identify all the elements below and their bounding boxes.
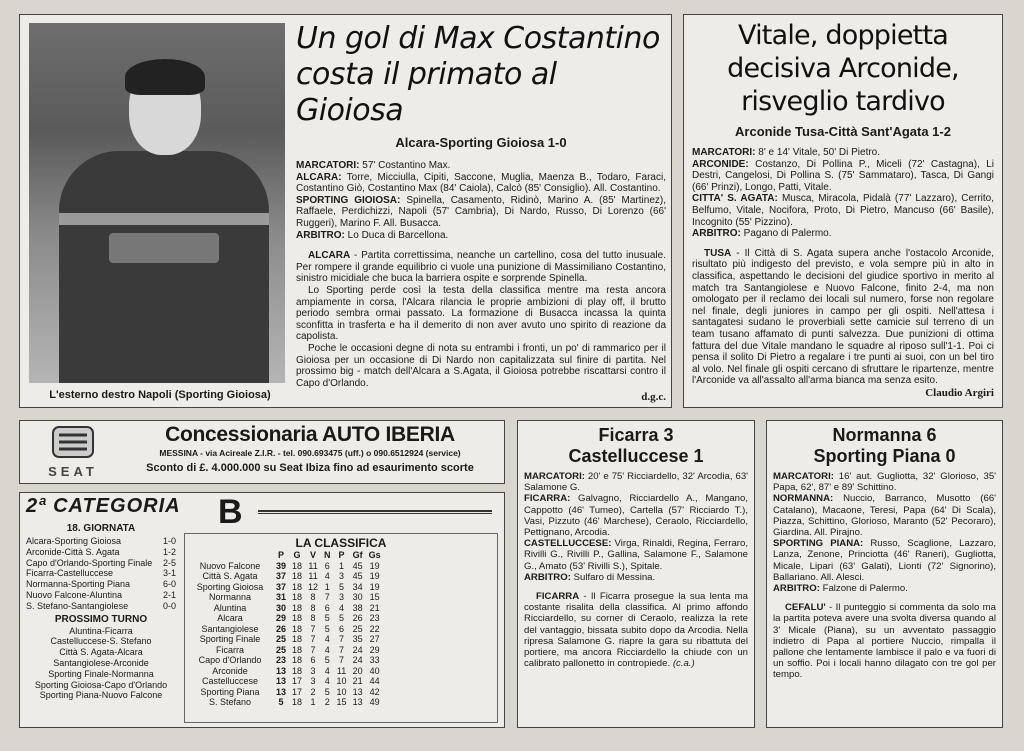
table-cell: 30 xyxy=(352,592,363,602)
lineups: MARCATORI: 8' e 14' Vitale, 50' Di Pietro. ARCONIDE: Costanzo, Di Pollina P., Miceli (72' Castagna), Li Destri, Cangelosi, Di Pollina S. (75' Sammataro), Tasca, Di Gangi (66' Prinzi), Longo, Patti, Vitale. CITTA' S. AGATA: Musca, Miracola, Pidalà (77' Lazzaro), Cerrito, Belfumo, Vitale, Nocifora, Proto, Di Pietro, Mancuso (66' Basile), Incognito (55' Pizzino). ARBITRO: Pagano di Palermo. xyxy=(692,147,995,240)
table-cell: 42 xyxy=(369,686,380,697)
signature: Claudio Argiri xyxy=(925,386,994,399)
table-cell: 3 xyxy=(339,571,345,581)
table-cell: 17 xyxy=(292,676,303,686)
table-cell: 18 xyxy=(292,592,303,602)
table-cell: 5 xyxy=(324,655,330,665)
table-row xyxy=(187,655,384,666)
next-match-row: Città S. Agata-Alcara xyxy=(59,647,143,658)
team-name: Normanna xyxy=(208,592,252,602)
table-cell: 7 xyxy=(324,592,330,602)
table-cell: 4 xyxy=(324,571,330,581)
table-cell: 7 xyxy=(310,644,316,655)
table-row xyxy=(187,666,384,677)
table-cell: 13 xyxy=(276,665,287,676)
result-row: Alcara-Sporting Gioiosa 1-0 xyxy=(26,536,176,546)
signature: d.g.c. xyxy=(641,391,666,404)
table-cell: 5 xyxy=(324,623,330,634)
result-row: Ficarra-Castelluccese 3-1 xyxy=(26,568,176,579)
team-name: Arconide xyxy=(212,665,248,676)
table-cell: 18 xyxy=(292,602,303,613)
article-ficarra xyxy=(517,420,755,728)
table-cell: 24 xyxy=(352,655,363,665)
table-cell: 6 xyxy=(310,655,316,665)
article-arconide xyxy=(683,14,1003,408)
table-cell: 20 xyxy=(352,665,363,676)
table-cell: 4 xyxy=(324,634,330,644)
table-cell: 29 xyxy=(276,613,287,623)
table-cell: 18 xyxy=(292,665,303,676)
table-cell: 4 xyxy=(324,665,330,676)
table-cell: 6 xyxy=(339,623,345,634)
article-alcara xyxy=(19,14,672,408)
next-match-row: Santangiolese-Arconide xyxy=(53,657,149,668)
lineups: MARCATORI: 16' aut. Gugliotta, 32' Glorioso, 35' Papa, 62', 87' e 89' Schittino. NORMANNA: Nuccio, Barranco, Musotto (66' Catalano), Macaone, Teresi, Papa (64' Di Scala), Piazza, Schittino, Glorioso, Maranto (52' Pecoraro), Giardina. All. Pirajno. SPORTING PIANA: Russo, Scaglione, Lazzaro, Lanza, Zenone, Princiotta (46' Raneri), Gugliotta, Micale, Lipari (63' Galati), Lionti (72' Signorino), Ballariano. All. Alesci. ARBITRO: Falzone di Palermo. xyxy=(773,471,996,595)
table-row xyxy=(187,645,384,656)
team-name: Sporting Gioiosa xyxy=(196,581,264,592)
table-cell: 18 xyxy=(292,697,303,707)
table-cell: 4 xyxy=(324,644,330,655)
table-cell: 5 xyxy=(278,697,284,707)
table-header: G xyxy=(293,550,301,560)
table-cell: 25 xyxy=(276,644,287,655)
table-cell: 18 xyxy=(292,581,303,592)
table-cell: 1 xyxy=(324,581,330,592)
table-cell: 2 xyxy=(324,697,330,707)
table-cell: 7 xyxy=(310,623,316,634)
lineups: MARCATORI: 20' e 75' Ricciardello, 32' Arcodia, 63' Salamone G. FICARRA: Galvagno, Ricciardello A., Mangano, Cappotto (46' Tumeo), Cartella (57' Ricciardo T.), Vasi, Pizzuto (46' Marchese), Ceraolo, Ricciardello, Pettignano, Arcodia. CASTELLUCCESE: Virga, Rinaldi, Regina, Ferraro, Rivilli G., Rivilli P., Gallina, Salamone F., Salamone G., Amato (53' Rivilli S.), Spitale. ARBITRO: Sulfaro di Messina. xyxy=(524,471,748,583)
article-body: CEFALU' - Il punteggio si commenta da solo ma la partita poteva avere una svolta diversa quando al 3' Micale (Piana), su un avventato passaggio indietro di Papa al portiere Nuccio, rimpalla il pallone che lentamente lambisce il palo e va fuori di un soffio. Poi i locali hanno dilagato con tre gol per tempo. xyxy=(773,602,996,681)
table-header: N xyxy=(324,550,331,560)
category-title: 2ª CATEGORIA B xyxy=(26,495,496,523)
team-name: Città S. Agata xyxy=(202,571,258,581)
result-row: Capo d'Orlando-Sporting Finale 2-5 xyxy=(26,557,176,568)
article-body: FICARRA - Il Ficarra prosegue la sua lenta ma costante risalita della classifica. Al primo affondo Ricciardello, su corner di Ceraolo, realizza la rete del vantaggio, bissata subito dopo da Arcodia. Nella ripresa Salamone G. riapre la gara su ribattuta del portiere, ma ancora Ricciardello la chiude con un calibrato pallonetto in contropiede. (c.a.) xyxy=(524,591,748,670)
table-row xyxy=(187,592,384,603)
team-name: S. Stefano xyxy=(208,697,252,707)
next-match-row: Aluntina-Ficarra xyxy=(69,625,133,636)
table-cell: 11 xyxy=(308,571,318,581)
team-name: Castelluccese xyxy=(201,676,259,686)
table-cell: 6 xyxy=(324,560,330,571)
table-cell: 1 xyxy=(339,560,345,571)
table-cell: 18 xyxy=(292,571,303,581)
table-cell: 19 xyxy=(369,581,380,592)
team-name: Nuovo Falcone xyxy=(199,560,261,571)
table-row xyxy=(187,561,384,572)
table-header: Gs xyxy=(368,550,381,560)
table-cell: 31 xyxy=(276,592,287,602)
table-cell: 5 xyxy=(324,686,330,697)
headline: Vitale, doppietta decisiva Arconide, risveglio tardivo xyxy=(727,20,959,117)
table-cell: 45 xyxy=(352,571,363,581)
table-cell: 3 xyxy=(310,676,316,686)
table-cell: 40 xyxy=(369,665,380,676)
subhead: Arconide Tusa-Città Sant'Agata 1-2 xyxy=(735,124,951,139)
table-cell: 7 xyxy=(339,644,345,655)
team-name: Sporting Piana xyxy=(200,686,260,697)
table-cell: 3 xyxy=(310,665,316,676)
results-column: 18. GIORNATA Alcara-Sporting Gioiosa 1-0 Arconide-Città S. Agata 1-2 Capo d'Orlando-Sporting Finale 2-5 Ficarra-Castelluccese 3-1 Normanna-Sporting Piana 6-0 Nuovo Falcone-Aluntina 2-1 S. Stefano-Santangiolese 0-0 PROSSIMO TURNO Aluntina-Ficarra Castelluccese-S. Stefano Città S. Agata-Alcara Santangiolese-Arconide Sporting Finale-Normanna Sporting Gioiosa-Capo d'Orlando Sporting Piana-Nuovo Falcone xyxy=(26,523,176,701)
next-match-row: Castelluccese-S. Stefano xyxy=(50,636,152,647)
team-name: Ficarra xyxy=(215,644,244,655)
table-cell: 49 xyxy=(369,697,380,707)
table-cell: 35 xyxy=(352,634,363,644)
table-cell: 17 xyxy=(292,686,303,697)
table-row xyxy=(187,582,384,593)
table-header: Gf xyxy=(352,550,363,560)
table-cell: 38 xyxy=(352,602,363,613)
table-row xyxy=(187,571,384,582)
table-cell: 8 xyxy=(310,592,316,602)
table-cell: 23 xyxy=(276,655,287,665)
table-cell: 25 xyxy=(276,634,287,644)
team-name: Sporting Finale xyxy=(199,634,261,644)
table-cell: 11 xyxy=(336,665,347,676)
table-cell: 7 xyxy=(339,634,345,644)
standings-table: LA CLASSIFICA P G V N P Gf Gs Nuovo Falcone 39 18 11 6 1 45 19 Città S. Agata 37 18 11 4 3 45 19 Sporting Gioiosa 37 18 12 1 5 34 19 Normanna 31 18 8 7 3 30 15 Aluntina 30 18 8 6 4 38 21 Alcara 29 18 8 5 5 26 23 Santangiolese 26 18 7 5 6 25 22 Sporting Finale 25 18 7 4 7 35 27 Ficarra 25 18 7 4 7 24 29 Capo d'Orlando 23 18 6 5 7 24 33 Arconide 13 18 3 4 11 20 40 Castelluccese 13 17 3 4 10 21 44 Sporting Piana 13 17 2 5 10 13 42 S. Stefano 5 18 1 2 15 13 49 xyxy=(184,533,498,723)
next-match-row: Sporting Piana-Nuovo Falcone xyxy=(39,690,163,701)
table-row xyxy=(187,676,384,687)
table-cell: 30 xyxy=(276,602,287,613)
table-header: V xyxy=(310,550,317,560)
table-cell: 7 xyxy=(339,655,345,665)
result-row: Normanna-Sporting Piana 6-0 xyxy=(26,579,176,590)
table-cell: 29 xyxy=(369,644,380,655)
ad-address: MESSINA - via Acireale Z.I.R. - tel. 090.693475 (uff.) o 090.6512924 (service) xyxy=(159,448,461,458)
table-cell: 37 xyxy=(276,581,287,592)
table-cell: 37 xyxy=(276,571,287,581)
table-cell: 18 xyxy=(292,655,303,665)
team-name: Capo d'Orlando xyxy=(198,655,262,665)
ad-auto-iberia xyxy=(19,420,505,484)
headline: Un gol di Max Costantino costa il primato al Gioiosa xyxy=(296,21,660,128)
table-cell: 4 xyxy=(339,602,345,613)
table-cell: 18 xyxy=(292,560,303,571)
table-cell: 19 xyxy=(369,560,380,571)
table-cell: 7 xyxy=(310,634,316,644)
table-cell: 3 xyxy=(339,592,345,602)
result-row: Nuovo Falcone-Aluntina 2-1 xyxy=(26,589,176,600)
table-cell: 21 xyxy=(352,676,363,686)
table-cell: 12 xyxy=(308,581,319,592)
table-cell: 26 xyxy=(352,613,363,623)
table-cell: 18 xyxy=(292,634,303,644)
table-row xyxy=(187,687,384,698)
article-body: ALCARA - Partita correttissima, neanche un cartellino, cosa del tutto inusuale. Per rompere il grande equilibrio ci vuole una punizione di Massimiliano Costantino, sinistro micidiale che buca la barriera ospite e sorprende Spinella. Lo Sporting perde così la testa della classifica mentre ma resta ancora ampiamente in corsa, l'Alcara rilancia le proprie ambizioni di play off, il brutto periodo sembra ormai passato. La formazione di Busacca incassa la quinta sconfitta in trasferta e ha il demerito di non aver avuto uno spirito di reazione da capolista. Poche le occasioni degne di nota su entrambi i fronti, un po' di rammarico per il Gioiosa per un occasione di Di Nardo non capitalizzata sul finire di partita. Nel prossimo big - match dell'Alcara a S.Agata, il Gioiosa potrebbe riscattarsi contro il Capo d'Orlando. xyxy=(296,250,666,389)
table-cell: 11 xyxy=(308,560,318,571)
article-body: TUSA - Il Città di S. Agata supera anche l'ostacolo Arconide, risultato più indigesto del previsto, e vola sempre più in alto in classifica, aspettando le decisioni del giudice sportivo in merito al match tra Santangiolese e Nuovo Falcone, finito 2-4, ma non omologato per il reclamo dei locali sul numero, forse non regolare nel finale, degli juniores in campo per gli ospiti. Nell'attesa i santagatesi sudano le proverbiali sette camicie sul terreno di un team tusano affamato di punti salvezza. Due punizioni di ottima fattura del due Vitale mandano le squadre al riposo sull'1-1. Poi ci pensa il solito Di Pietro a regalare i tre punti ai suoi, con un bel tiro al volo. Nel finale gli ospiti cercano di sfruttare le ripartenze, mentre l'Arconide va all'assalto all'arma bianca ma senza esito. xyxy=(692,247,994,387)
table-cell: 24 xyxy=(352,644,363,655)
table-cell: 22 xyxy=(369,623,380,634)
table-cell: 13 xyxy=(276,686,287,697)
table-cell: 21 xyxy=(369,602,380,613)
result-row: Arconide-Città S. Agata 1-2 xyxy=(26,546,176,557)
table-cell: 45 xyxy=(352,560,363,571)
subhead: Alcara-Sporting Gioiosa 1-0 xyxy=(395,135,567,150)
table-cell: 33 xyxy=(369,655,380,665)
table-cell: 13 xyxy=(352,697,363,707)
table-row xyxy=(187,697,384,708)
table-cell: 18 xyxy=(292,644,303,655)
headline: Ficarra 3 Castelluccese 1 xyxy=(568,425,704,466)
table-header: P xyxy=(338,550,345,560)
team-name: Santangiolese xyxy=(201,623,259,634)
table-cell: 44 xyxy=(369,676,380,686)
table-cell: 5 xyxy=(339,613,345,623)
table-cell: 25 xyxy=(352,623,363,634)
table-cell: 18 xyxy=(292,613,303,623)
table-cell: 27 xyxy=(369,634,380,644)
ad-offer: Sconto di £. 4.000.000 su Seat Ibiza fino ad esaurimento scorte xyxy=(146,462,474,474)
table-cell: 13 xyxy=(276,676,287,686)
table-row xyxy=(187,603,384,614)
table-cell: 2 xyxy=(310,686,316,697)
table-header xyxy=(187,550,273,561)
table-cell: 15 xyxy=(369,592,380,602)
category-standings xyxy=(19,492,505,728)
team-name: Aluntina xyxy=(213,602,247,613)
table-cell: 10 xyxy=(336,676,347,686)
lineups: MARCATORI: 57' Costantino Max. ALCARA: Torre, Micciulla, Cipiti, Saccone, Muglia, Maenza B., Todaro, Faraci, Costantino Giò, Costantino Max (84' Caiola), Calcò (85' Consiglio). All. Costantino. SPORTING GIOIOSA: Spinella, Casamento, Ridinò, Marino A. (85' Martinez), Raffaele, Perdichizzi, Napoli (57' Cambria), Di Nardo, Russo, Di Lorenzo (66' Ruggeri), Marino F. All. Busacca. ARBITRO: Lo Duca di Barcellona. xyxy=(296,160,666,241)
table-cell: 39 xyxy=(276,560,287,571)
article-normanna xyxy=(766,420,1003,728)
next-match-row: Sporting Gioiosa-Capo d'Orlando xyxy=(34,679,168,690)
table-cell: 34 xyxy=(352,581,363,592)
table-cell: 10 xyxy=(336,686,347,697)
table-cell: 1 xyxy=(310,697,316,707)
player-photo xyxy=(29,23,285,383)
ad-title: Concessionaria AUTO IBERIA xyxy=(165,423,455,446)
table-cell: 23 xyxy=(369,613,380,623)
table-cell: 8 xyxy=(310,613,316,623)
next-match-row: Sporting Finale-Normanna xyxy=(48,668,154,679)
table-cell: 6 xyxy=(324,602,330,613)
table-row xyxy=(187,634,384,645)
photo-caption: L'esterno destro Napoli (Sporting Gioiosa) xyxy=(49,389,271,401)
table-cell: 4 xyxy=(324,676,330,686)
table-cell: 15 xyxy=(336,697,347,707)
seat-logo: SEAT xyxy=(38,425,108,481)
team-name: Alcara xyxy=(217,613,243,623)
table-header: P xyxy=(278,550,285,560)
table-cell: 26 xyxy=(276,623,287,634)
table-row xyxy=(187,624,384,635)
table-cell: 8 xyxy=(310,602,316,613)
table-cell: 18 xyxy=(292,623,303,634)
table-cell: 5 xyxy=(339,581,345,592)
table-cell: 13 xyxy=(352,686,363,697)
table-cell: 5 xyxy=(324,613,330,623)
headline: Normanna 6 Sporting Piana 0 xyxy=(813,425,956,466)
table-row xyxy=(187,613,384,624)
table-cell: 19 xyxy=(369,571,380,581)
result-row: S. Stefano-Santangiolese 0-0 xyxy=(26,600,176,611)
seat-emblem-icon xyxy=(51,425,95,459)
